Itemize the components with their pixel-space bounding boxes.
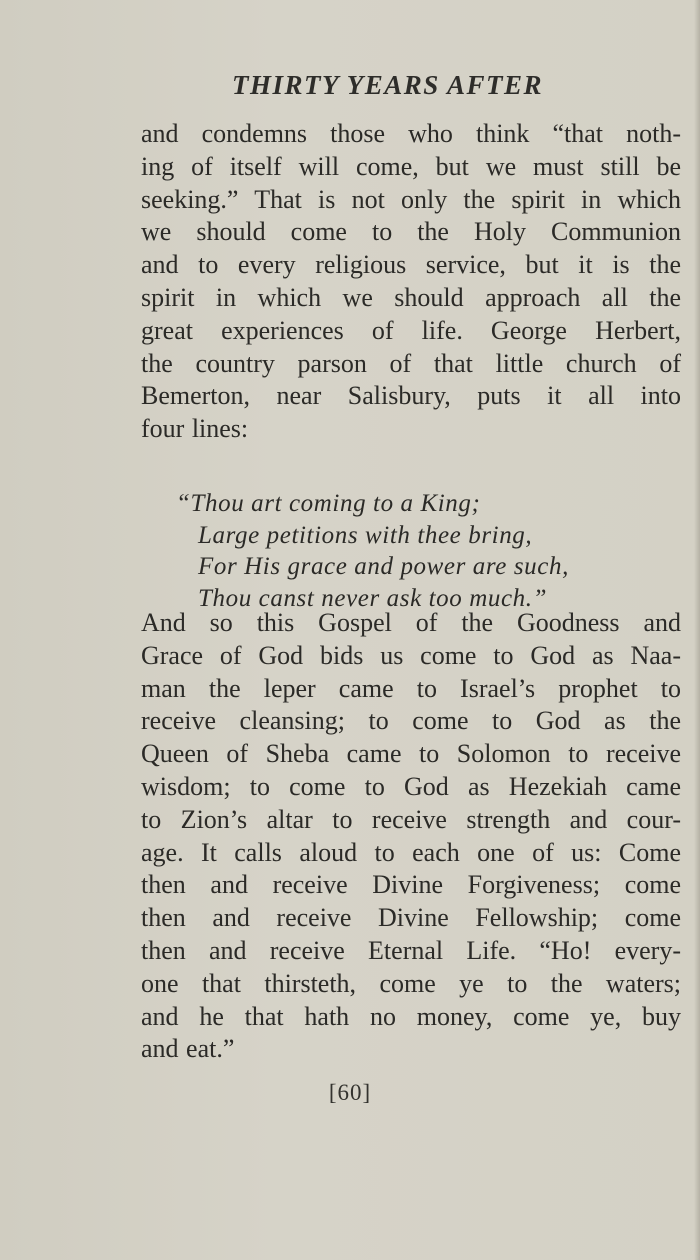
poem-line: For His grace and power are such, <box>198 553 569 580</box>
text-line: spirit in which we should approach all the <box>141 282 681 312</box>
text-line: and eat.” <box>141 1034 235 1064</box>
page-number: [60] <box>328 1080 372 1105</box>
text-line: one that thirsteth, come ye to the waters; <box>141 968 681 998</box>
text-line: to Zion’s altar to receive strength and cour- <box>141 804 681 834</box>
page-edge-shadow <box>694 0 700 1260</box>
text-line: receive cleansing; to come to God as the <box>141 706 681 736</box>
text-line: great experiences of life. George Herbert, <box>141 315 681 345</box>
text-line: Grace of God bids us come to God as Naa- <box>141 640 681 670</box>
text-line: and he that hath no money, come ye, buy <box>141 1001 681 1031</box>
paragraph-1 <box>141 118 681 446</box>
text-line: And so this Gospel of the Goodness and <box>141 608 681 637</box>
poem-line: Thou canst never ask too much.” <box>198 584 548 612</box>
text-line: wisdom; to come to God as Hezekiah came <box>141 771 681 801</box>
text-line: ing of itself will come, but we must still be <box>141 151 681 181</box>
text-line: Queen of Sheba came to Solomon to receive <box>141 739 681 769</box>
poem-line: Large petitions with thee bring, <box>198 521 533 549</box>
text-line: then and receive Divine Fellowship; come <box>141 903 681 933</box>
text-line: and condemns those who think “that noth- <box>141 119 681 148</box>
text-line: the country parson of that little church of <box>141 348 681 378</box>
text-line: Bemerton, near Salisbury, puts it all into <box>141 381 681 411</box>
text-line: four lines: <box>141 414 249 444</box>
text-line: then and receive Divine Forgiveness; come <box>141 870 681 900</box>
poem-quotation <box>176 488 656 614</box>
text-line: seeking.” That is not only the spirit in which <box>141 184 681 214</box>
text-line: and to every religious service, but it is the <box>141 250 681 280</box>
running-head: THIRTY YEARS AFTER <box>232 70 544 100</box>
text-line: we should come to the Holy Communion <box>141 217 681 247</box>
text-line: age. It calls aloud to each one of us: Come <box>141 837 681 867</box>
text-line: man the leper came to Israel’s prophet to <box>141 673 681 703</box>
paragraph-2 <box>141 607 681 1066</box>
text-line: then and receive Eternal Life. “Ho! every- <box>141 935 681 965</box>
poem-line: “Thou art coming to a King; <box>176 490 481 517</box>
